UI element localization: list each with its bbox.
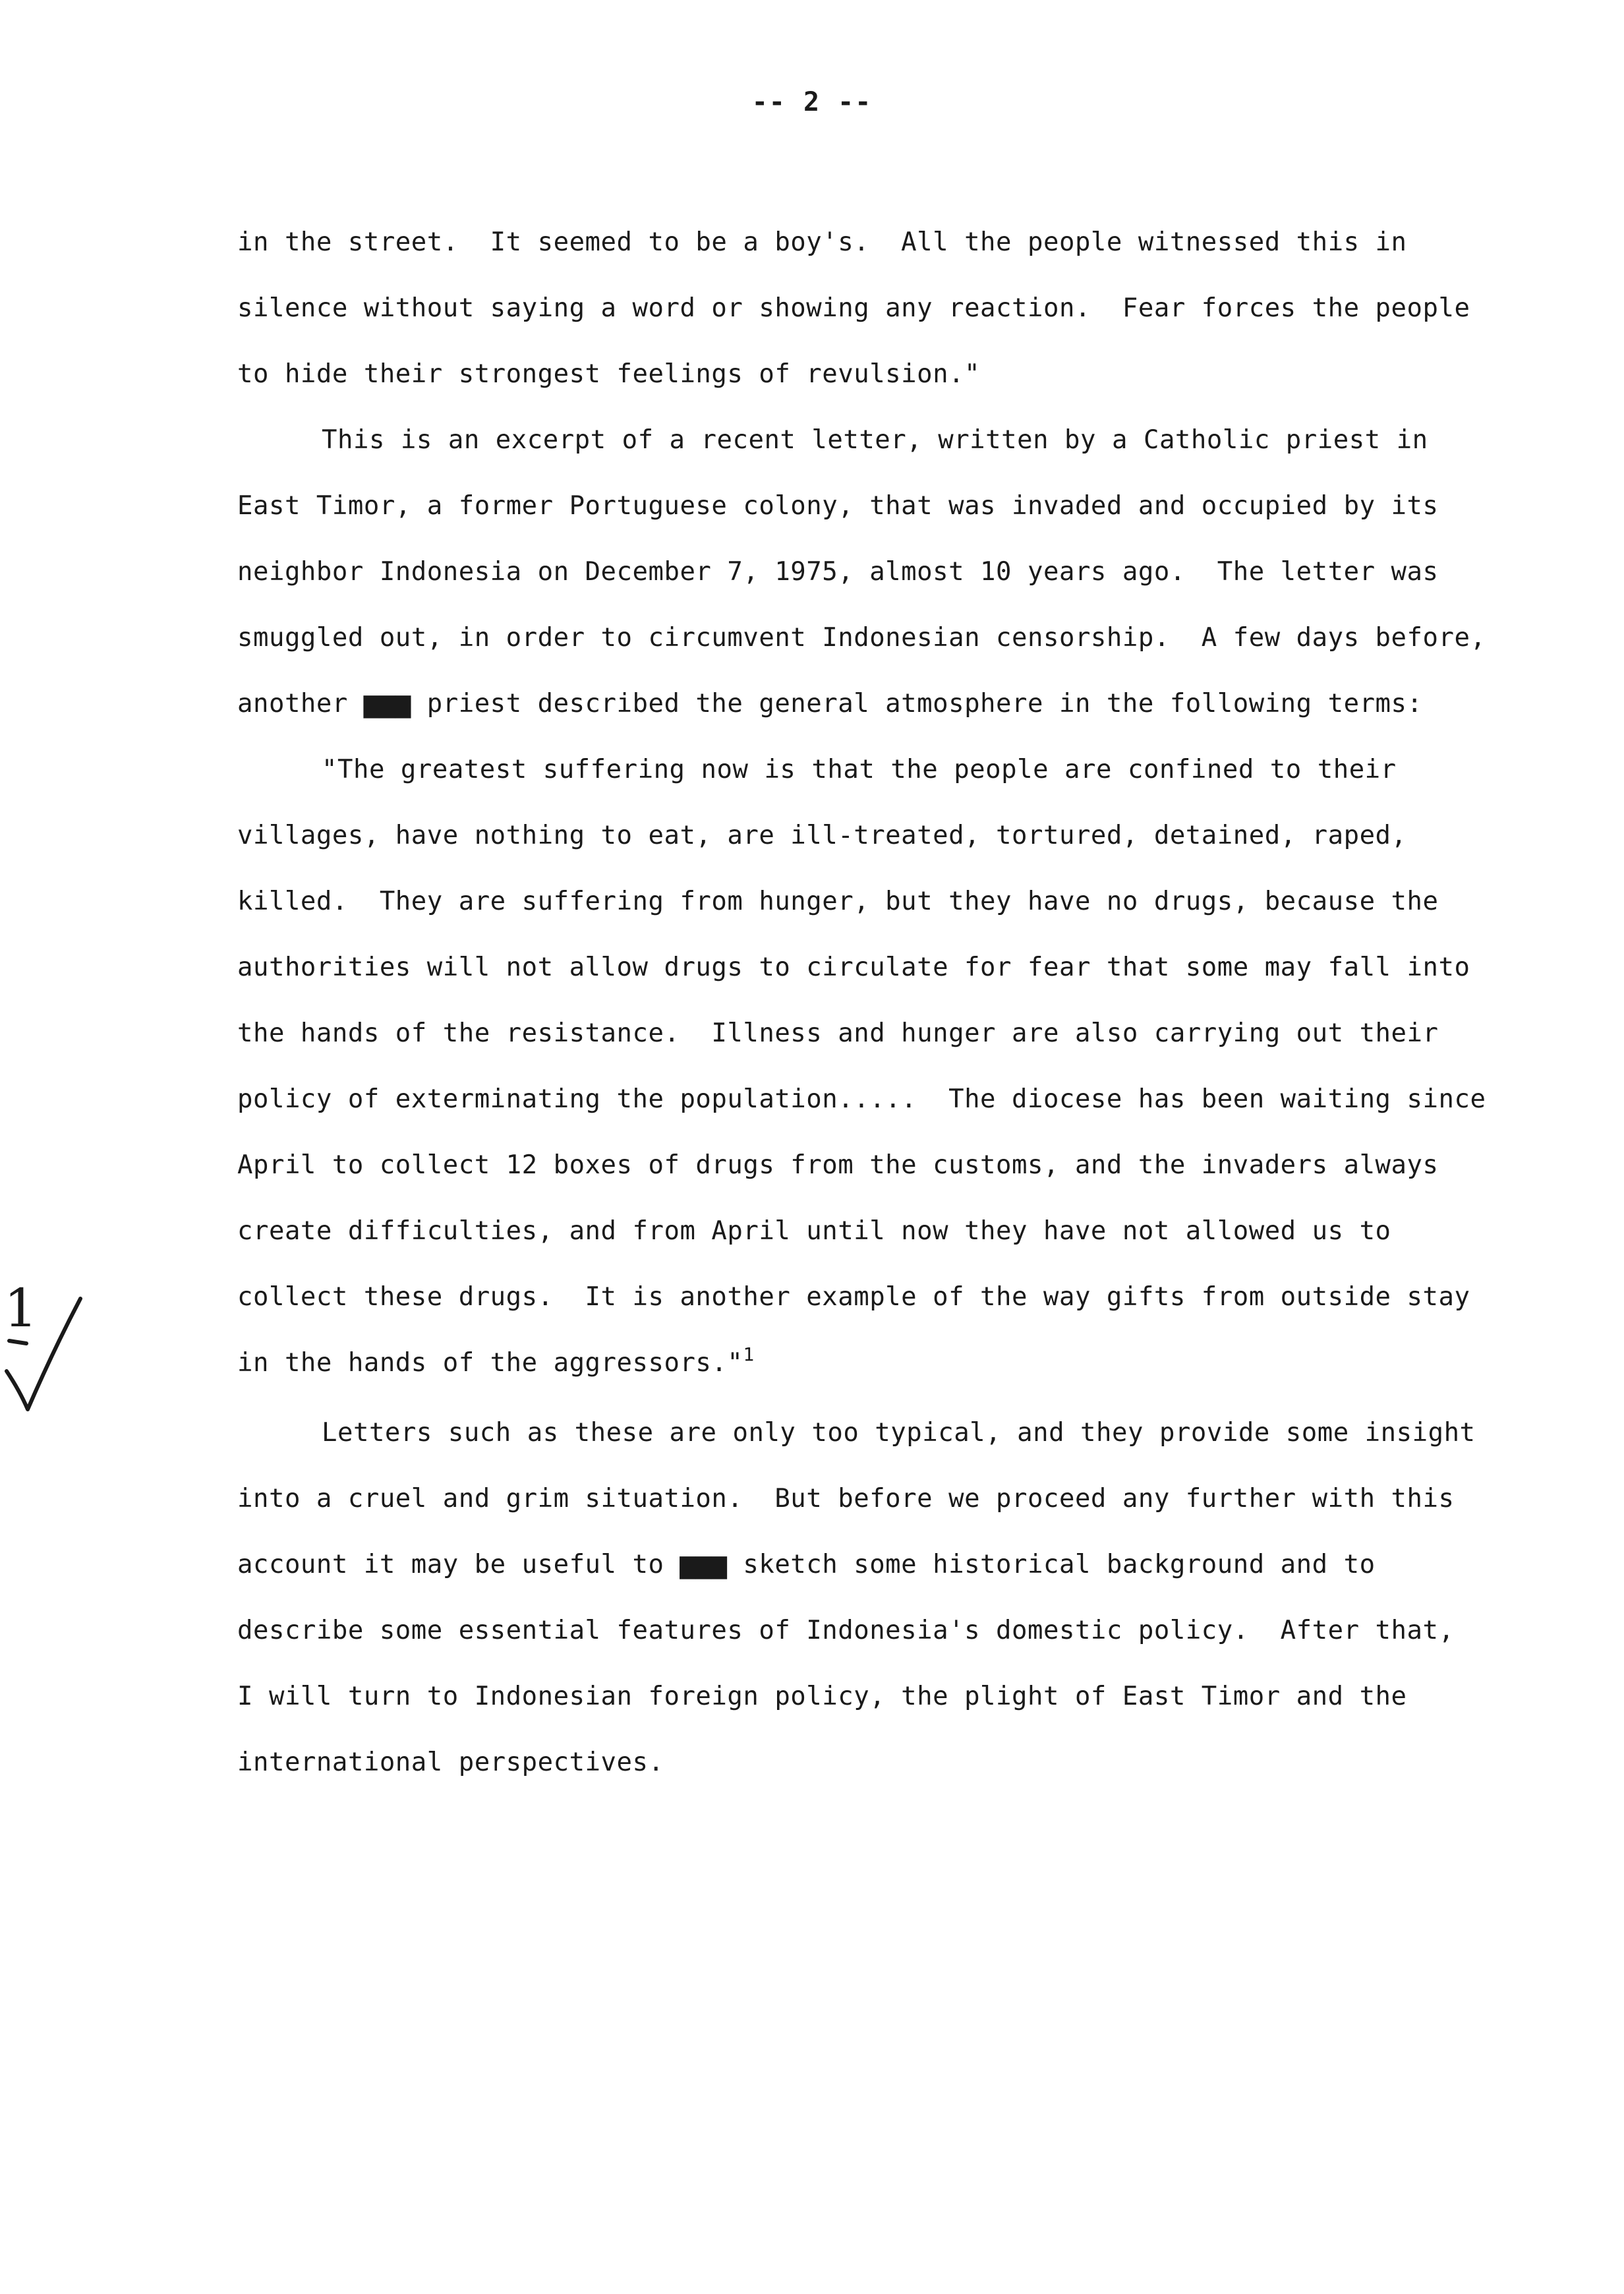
text-line: smuggled out, in order to circumvent Indonesian censorship. A few days before, [237, 623, 1486, 653]
text-line: in the street. It seemed to be a boy's. All the people witnessed this in [237, 227, 1407, 257]
annotation-number: 1 [4, 1278, 38, 1339]
text-line: Letters such as these are only too typical, and they provide some insight [322, 1418, 1476, 1448]
handwritten-check-annotation [0, 1272, 99, 1417]
text-line: into a cruel and grim situation. But before we proceed any further with this [237, 1484, 1455, 1514]
body-text [237, 210, 1569, 1796]
text-line: authorities will not allow drugs to circulate for fear that some may fall into [237, 953, 1470, 982]
text-line: April to collect 12 boxes of drugs from the customs, and the invaders always [237, 1150, 1439, 1180]
text-line: neighbor Indonesia on December 7, 1975, almost 10 years ago. The letter was [237, 557, 1439, 587]
text-line: policy of exterminating the population..... The diocese has been waiting since [237, 1084, 1486, 1114]
text-line: another ▆▆▆ priest described the general atmosphere in the following terms: [237, 689, 1423, 719]
text-line: to hide their strongest feelings of revulsion." [237, 359, 981, 389]
text-line: This is an excerpt of a recent letter, written by a Catholic priest in [322, 425, 1428, 455]
footnote-reference: 1 [743, 1343, 755, 1365]
text-line: describe some essential features of Indonesia's domestic policy. After that, [237, 1616, 1455, 1645]
paragraph-3-quote [237, 737, 1569, 1396]
text-line: "The greatest suffering now is that the people are confined to their [322, 755, 1397, 784]
text-line: silence without saying a word or showing any reaction. Fear forces the people [237, 293, 1470, 323]
text-line [237, 1330, 1569, 1396]
text-line: villages, have nothing to eat, are ill-treated, tortured, detained, raped, [237, 821, 1407, 850]
text-line: create difficulties, and from April until now they have not allowed us to [237, 1216, 1391, 1246]
paragraph-2 [237, 407, 1569, 737]
text-line: the hands of the resistance. Illness and hunger are also carrying out their [237, 1018, 1439, 1048]
text-line: collect these drugs. It is another example of the way gifts from outside stay [237, 1282, 1470, 1312]
page-number: -- 2 -- [751, 87, 873, 117]
paragraph-1 [237, 210, 1569, 407]
text-line: account it may be useful to ▆▆▆ sketch some historical background and to [237, 1550, 1376, 1579]
text-line-content: in the hands of the aggressors." [237, 1348, 743, 1378]
paragraph-4 [237, 1400, 1569, 1796]
text-line: East Timor, a former Portuguese colony, that was invaded and occupied by its [237, 491, 1439, 521]
text-line: killed. They are suffering from hunger, but they have no drugs, because the [237, 887, 1439, 916]
text-line: international perspectives. [237, 1748, 664, 1777]
text-line: I will turn to Indonesian foreign policy, the plight of East Timor and the [237, 1682, 1407, 1711]
